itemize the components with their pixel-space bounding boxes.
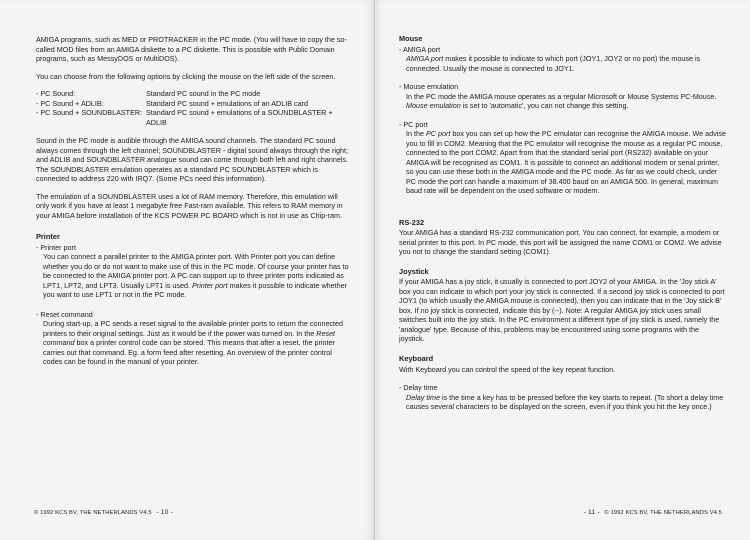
sound-option [36, 89, 352, 99]
page-number: - 11 - [583, 509, 600, 516]
mouse-heading: Mouse [399, 34, 423, 43]
mouse-emulation-item [399, 82, 726, 111]
printer-heading: Printer [36, 232, 60, 241]
sound-option-key: - PC Sound: [36, 89, 76, 98]
printer-port-title: - Printer port [36, 242, 76, 252]
keyboard-paragraph: With Keyboard you can control the speed of the key repeat function. [399, 364, 616, 374]
amiga-port-description: AMIGA port makes it possible to indicate to which port (JOY1, JOY2 or no port) the mouse is connected. Usually the mouse is connected to JOY1. [406, 54, 701, 73]
copyright-notice: © 1992 KCS BV, THE NETHERLANDS V4.5 [604, 510, 722, 516]
rs232-paragraph: Your AMIGA has a standard RS-232 communication port. You can connect, for example, a modem or serial printer to this port. In PC mode, this port will be assigned the name COM1 or COM2. We advise you not to change the standard setting (COM1). [399, 228, 722, 257]
amiga-port-title: - AMIGA port [399, 44, 441, 54]
reset-command-description: During start-up, a PC sends a reset signal to the available printer ports to return the connected printers to their original settings. Just as it would be if the power was turned on. In the Reset command box a printer control code can be stored. This means that after a reset, the printer carries out that command. Eg. a form feed after resetting. An overview of the printer control codes can be found in the manual of your printer. [43, 319, 344, 367]
sound-option-value: Standard PC sound in the PC mode [146, 89, 261, 98]
joystick-heading: Joystick [399, 266, 429, 276]
sound-option [36, 99, 352, 109]
sound-option-key: - PC Sound + SOUNDBLASTER: [36, 108, 143, 117]
delay-time-description: Delay time is the time a key has to be pressed before the key starts to repeat. (To short a delay time causes several characters to be displayed on the screen, even if you think you hit the key once.) [406, 392, 724, 411]
reset-command-title: - Reset command [36, 309, 93, 319]
rs232-section [399, 218, 726, 257]
keyboard-heading: Keyboard [399, 353, 434, 363]
delay-time-item [399, 383, 726, 412]
choose-paragraph: You can choose from the following options by clicking the mouse on the left side of the screen. [36, 71, 336, 81]
intro-paragraph: AMIGA programs, such as MED or PROTRACKER in the PC mode. (You will have to copy the so-called MOD files from an AMIGA diskette to a PC diskette. This is possible with Public Domain programs, such as MessyDOS or MultiDOS). [36, 35, 347, 63]
delay-time-title: - Delay time [399, 383, 438, 392]
mouse-emulation-title: - Mouse emulation [399, 82, 459, 92]
left-footer [34, 509, 176, 516]
rs232-heading: RS-232 [399, 217, 425, 227]
sound-option-key: - PC Sound + ADLIB: [36, 98, 104, 108]
sound-option [36, 108, 352, 127]
amiga-port-item [399, 45, 726, 74]
page-number: - 10 - [156, 509, 173, 516]
pc-port-description: In the PC port box you can set up how the PC emulator can recognise the AMIGA mouse. We advise you to fill in COM2. Meaning that the PC emulator will recognise the mouse as a regular PC mouse, connected to the port COM2. Apart from that the standard serial port (RS232) available on your AMIGA will be recognised as COM1. It is possible to connect an additional modem or serial printer, so you can use these both in the AMIGA mode and the PC mode. As far as we could check, under PC mode the port can handle a maximum of 38.400 baud on an AMIGA 500. In general, maximum baud rate will be dependent on the used software or modem. [406, 129, 726, 196]
pc-port-title: - PC port [399, 119, 428, 129]
right-footer [581, 509, 722, 516]
pc-port-item [399, 120, 726, 196]
printer-port-description: You can connect a parallel printer to the AMIGA printer port. With Printer port you can define whether you do or do not want to make use of this in the PC mode. Of course your printer has to be connected to the AMIGA printer port. A PC can support up to three printer ports indicated as LPT1, LPT2, and LPT3. Usually LPT1 is used. Printer port makes it possible to indicate whether you want to use LPT1 or not in the PC mode. [43, 252, 349, 300]
emulation-paragraph: The emulation of a SOUNDBLASTER uses a lot of RAM memory. Therefore, this emulation will only work if you have at least 1 megabyte free Fast-ram available. This refers to RAM memory in your AMIGA before installation of the KCS POWER PC BOARD which is not in use as Chip-ram. [36, 191, 343, 220]
sound-options-list [36, 89, 352, 127]
keyboard-section [399, 354, 726, 412]
sound-option-value: Standard PC sound + emulations of a SOUNDBLASTER + ADLIB [146, 108, 333, 127]
printer-port-item [36, 243, 352, 300]
joystick-section [399, 267, 726, 344]
sound-paragraph: Sound in the PC mode is audible through the AMIGA sound channels. The standard PC sound always comes through the left channel; SOUNDBLASTER - digital sound always through the right; and ADLIB and SOUNDBLASTER analogue sound can come through both left and right channels. The SOUNDBLASTER emulation operates as a standard PC SOUNDBLASTER which is connected to address 220 with IRQ7. (Some PCs need this information). [36, 136, 349, 183]
joystick-paragraph: If your AMIGA has a joy stick, it usually is connected to port JOY2 of your AMIGA. In the 'Joy stick A' box you can indicate to which port your joy stick is connected. If a second joy stick is connected to port JOY1 (to which usually the AMIGA mouse is connected), then you can indicate that in the 'Joy stick B' box. If no joy stick is connected, indicate this by (--). Note: A regular AMIGA joy stick uses small switches built into the joy stick. In the PC environment a different type of joy stick is used, namely the 'analogue' type. Because of this, problems may be encountered using some programs with the joystick. [399, 277, 725, 344]
right-page [375, 0, 750, 540]
copyright-notice: © 1992 KCS BV, THE NETHERLANDS V4.5 [34, 510, 152, 516]
mouse-emulation-description: In the PC mode the AMIGA mouse operates as a regular Microsoft or Mouse Systems PC-Mouse. Mouse emulation is set to 'automatic', you can not change this setting. [406, 91, 717, 111]
reset-command-item [36, 310, 352, 367]
sound-option-value: Standard PC sound + emulations of an ADLIB card [146, 98, 309, 108]
